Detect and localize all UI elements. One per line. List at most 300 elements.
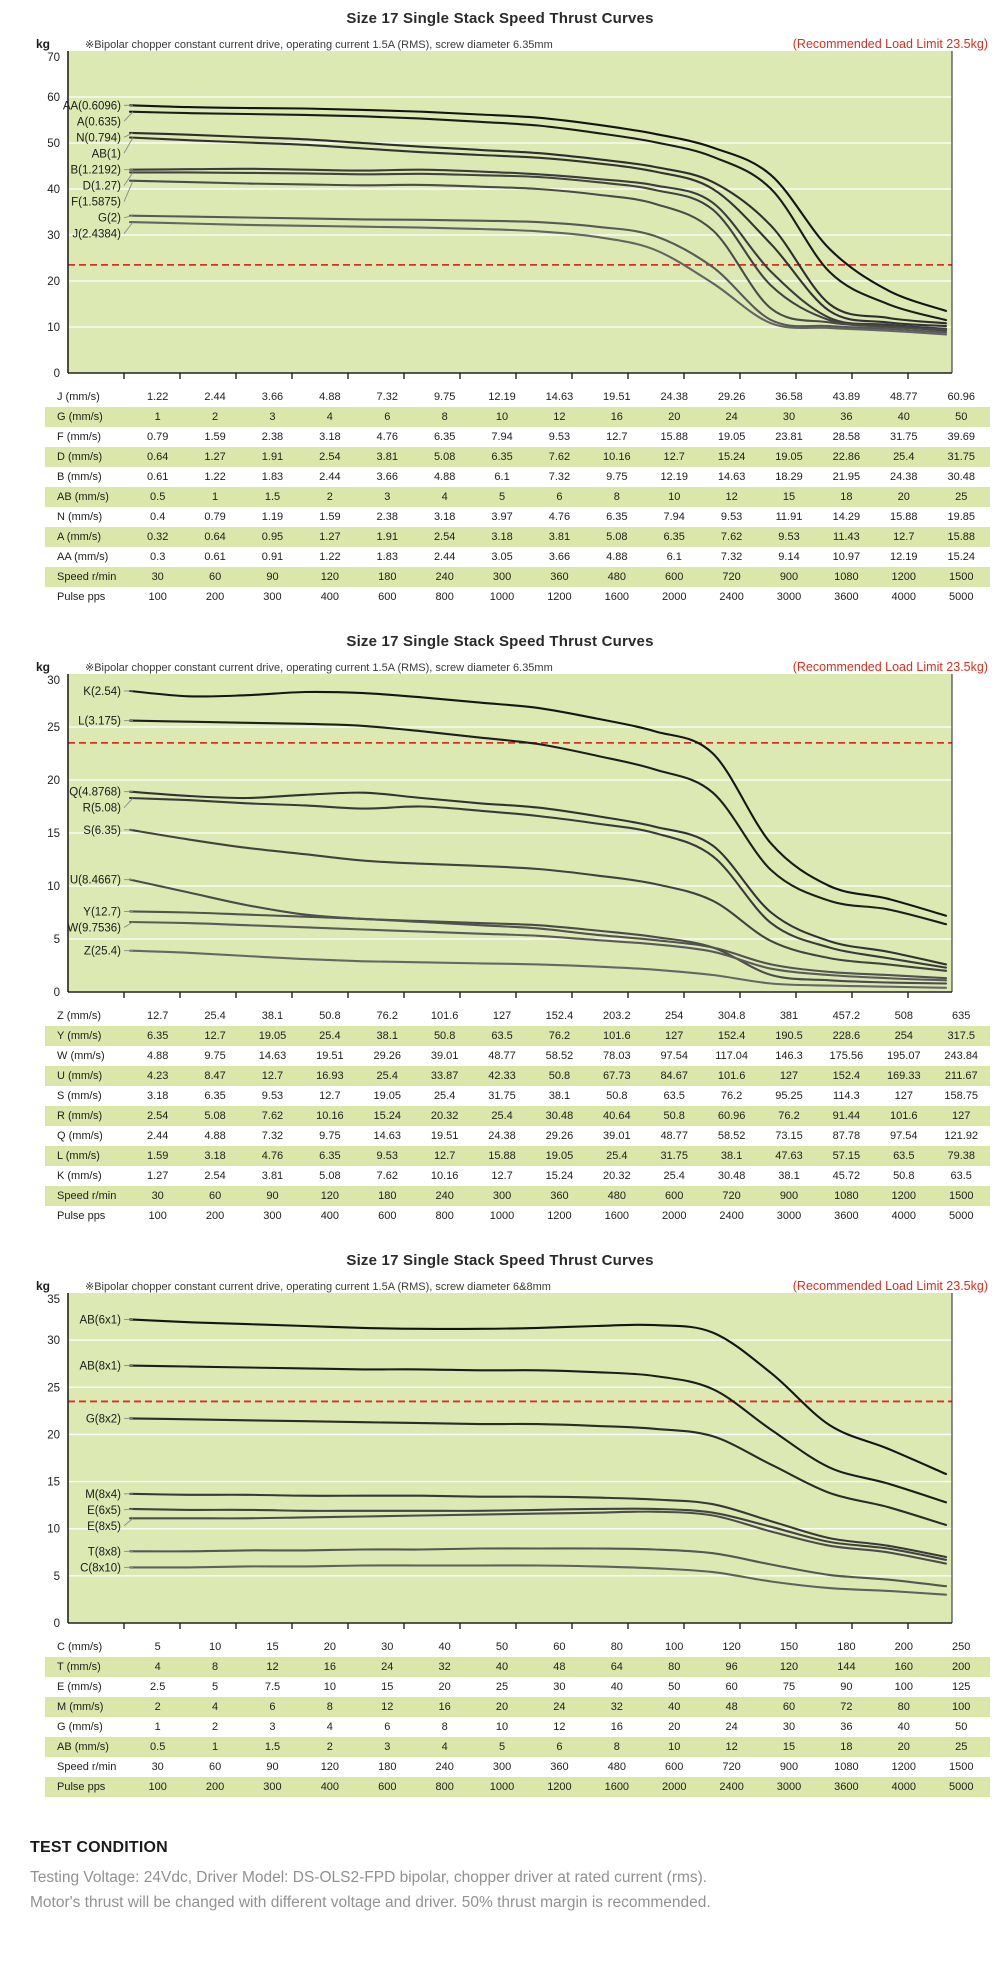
cell-value: 100 (952, 1701, 971, 1713)
cell-value: 2.54 (146, 1110, 169, 1122)
cell-value: 12 (725, 491, 738, 503)
cell-value: 900 (779, 1190, 799, 1202)
curve-label: AB(6x1) (79, 1314, 121, 1327)
cell-value: 1600 (604, 1781, 630, 1793)
cell-value: 300 (263, 1210, 282, 1222)
cell-value: 33.87 (430, 1070, 459, 1082)
cell-value: 1080 (834, 571, 859, 583)
cell-value: 23.81 (775, 431, 803, 443)
cell-value: 20 (668, 1721, 681, 1733)
row-label: G (mm/s) (57, 1721, 103, 1733)
cell-value: 101.6 (603, 1030, 631, 1042)
cell-value: 39.69 (947, 431, 975, 443)
row-label: Pulse pps (57, 591, 106, 603)
row-label: L (mm/s) (57, 1150, 100, 1162)
cell-value: 7.62 (720, 531, 743, 543)
cell-value: 2000 (661, 591, 687, 603)
cell-value: 84.67 (660, 1070, 688, 1082)
cell-value: 40 (438, 1641, 451, 1653)
cell-value: 4000 (891, 591, 917, 603)
cell-value: 43.89 (832, 391, 861, 403)
cell-value: 63.5 (663, 1090, 685, 1102)
cell-value: 24 (725, 1721, 738, 1733)
cell-value: 1500 (948, 1190, 974, 1202)
cell-value: 6 (556, 491, 563, 503)
curve-label: AA(0.6096) (62, 100, 121, 113)
cell-value: 101.6 (890, 1110, 918, 1122)
cell-value: 25.4 (376, 1070, 398, 1082)
row-label: K (mm/s) (57, 1170, 102, 1182)
cell-value: 7.32 (720, 551, 743, 563)
cell-value: 30.48 (545, 1110, 574, 1122)
cell-value: 243.84 (944, 1050, 979, 1062)
cell-value: 127 (665, 1030, 684, 1042)
y-tick-label: 0 (53, 368, 60, 380)
cell-value: 127 (894, 1090, 913, 1102)
cell-value: 87.78 (832, 1130, 861, 1142)
cell-value: 15.88 (890, 511, 918, 523)
cell-value: 180 (378, 1190, 397, 1202)
cell-value: 4000 (891, 1781, 917, 1793)
cell-value: 12 (553, 411, 566, 423)
cell-value: 25.4 (663, 1170, 685, 1182)
cell-value: 0.5 (150, 491, 166, 503)
cell-value: 360 (550, 1761, 569, 1773)
cell-value: 1200 (547, 591, 572, 603)
cell-value: 2.44 (146, 1130, 169, 1142)
cell-value: 3.81 (548, 531, 571, 543)
cell-value: 120 (779, 1661, 799, 1673)
cell-value: 0.3 (150, 551, 166, 563)
y-tick-label: 50 (47, 138, 60, 150)
y-tick-label: 35 (47, 1294, 60, 1306)
chart-subtitle-row (0, 27, 1000, 51)
cell-value: 101.6 (717, 1070, 746, 1082)
cell-value: 508 (894, 1010, 913, 1022)
curve-label: K(2.54) (83, 685, 121, 698)
chart-canvas-1 (0, 51, 1000, 385)
table-row (45, 1106, 990, 1126)
y-tick-label: 60 (47, 92, 60, 104)
speed-thrust-section-2 (0, 633, 1000, 1226)
cell-value: 6.1 (494, 471, 510, 483)
curve-label: L(3.175) (78, 715, 121, 728)
cell-value: 80 (668, 1661, 681, 1673)
cell-value: 75 (782, 1681, 796, 1693)
cell-value: 3600 (834, 1781, 859, 1793)
cell-value: 60 (725, 1681, 738, 1693)
cell-value: 25 (955, 491, 968, 503)
cell-value: 4.88 (146, 1050, 169, 1062)
cell-value: 360 (550, 1190, 569, 1202)
cell-value: 6 (384, 411, 391, 423)
cell-value: 1.22 (204, 471, 226, 483)
cell-value: 16 (323, 1661, 336, 1673)
speed-thrust-section-1 (0, 10, 1000, 607)
cell-value: 190.5 (775, 1030, 803, 1042)
table-row (45, 1677, 990, 1697)
cell-value: 6.35 (319, 1150, 341, 1162)
cell-value: 7.32 (261, 1130, 284, 1142)
cell-value: 480 (607, 1761, 626, 1773)
cell-value: 36 (840, 411, 853, 423)
cell-value: 40 (897, 411, 910, 423)
cell-value: 19.05 (258, 1030, 287, 1042)
cell-value: 20.32 (430, 1110, 459, 1122)
cell-value: 48.77 (890, 391, 918, 403)
cell-value: 2 (154, 1701, 161, 1713)
cell-value: 16.93 (316, 1070, 344, 1082)
cell-value: 20 (438, 1681, 451, 1693)
row-label: R (mm/s) (57, 1110, 103, 1122)
cell-value: 50 (668, 1681, 681, 1693)
table-row (45, 587, 990, 607)
cell-value: 25.4 (491, 1110, 513, 1122)
cell-value: 175.56 (829, 1050, 864, 1062)
curve-label: B(1.2192) (70, 164, 121, 177)
y-tick-label: 10 (47, 881, 60, 893)
cell-value: 250 (952, 1641, 971, 1653)
cell-value: 50.8 (548, 1070, 571, 1082)
cell-value: 19.05 (545, 1150, 574, 1162)
cell-value: 14.29 (832, 511, 861, 523)
cell-value: 15.88 (488, 1150, 516, 1162)
curve-label: C(8x10) (80, 1562, 121, 1575)
cell-value: 381 (779, 1010, 799, 1022)
cell-value: 30 (782, 1721, 796, 1733)
test-condition-line-2: Motor's thrust will be changed with different voltage and driver. 50% thrust margin is recommended. (30, 1893, 711, 1911)
cell-value: 30 (381, 1641, 394, 1653)
cell-value: 3.66 (548, 551, 571, 563)
cell-value: 0.61 (204, 551, 226, 563)
cell-value: 100 (148, 591, 167, 603)
cell-value: 15 (266, 1641, 279, 1653)
cell-value: 14.63 (258, 1050, 287, 1062)
cell-value: 40 (668, 1701, 681, 1713)
y-tick-label: 30 (47, 675, 60, 687)
cell-value: 480 (607, 1190, 626, 1202)
cell-value: 6.35 (146, 1030, 169, 1042)
cell-value: 158.75 (944, 1090, 979, 1102)
row-label: Pulse pps (57, 1210, 106, 1222)
cell-value: 240 (435, 1190, 454, 1202)
cell-value: 1.22 (146, 391, 169, 403)
cell-value: 40.64 (603, 1110, 631, 1122)
table-row (45, 527, 990, 547)
cell-value: 1500 (948, 571, 974, 583)
cell-value: 900 (779, 1761, 799, 1773)
cell-value: 20 (897, 491, 910, 503)
curve-label: E(8x5) (87, 1520, 121, 1533)
speed-thrust-plot-3 (0, 1293, 1000, 1635)
cell-value: 150 (779, 1641, 799, 1653)
cell-value: 21.95 (832, 471, 861, 483)
cell-value: 2400 (719, 1781, 744, 1793)
curve-label: J(2.4384) (72, 228, 121, 241)
cell-value: 4.88 (606, 551, 628, 563)
cell-value: 2 (212, 411, 219, 423)
cell-value: 2 (212, 1721, 219, 1733)
row-label: Z (mm/s) (57, 1010, 101, 1022)
y-tick-label: 70 (47, 52, 60, 64)
cell-value: 1500 (948, 1761, 974, 1773)
cell-value: 60 (208, 571, 222, 583)
cell-value: 5000 (948, 1781, 974, 1793)
cell-value: 48.77 (488, 1050, 516, 1062)
cell-value: 400 (320, 591, 340, 603)
cell-value: 39.01 (430, 1050, 459, 1062)
cell-value: 15.24 (717, 451, 746, 463)
cell-value: 7.62 (376, 1170, 398, 1182)
cell-value: 90 (266, 571, 279, 583)
cell-value: 0.95 (261, 531, 284, 543)
cell-value: 1600 (604, 591, 630, 603)
plot-area (68, 51, 952, 373)
cell-value: 58.52 (717, 1130, 746, 1142)
cell-value: 800 (435, 1210, 454, 1222)
cell-value: 1000 (489, 1210, 515, 1222)
cell-value: 31.75 (488, 1090, 516, 1102)
table-row (45, 1186, 990, 1206)
load-limit-label: (Recommended Load Limit 23.5kg) (792, 660, 988, 674)
cell-value: 2.54 (433, 531, 456, 543)
cell-value: 50.8 (606, 1090, 628, 1102)
cell-value: 38.1 (720, 1150, 743, 1162)
y-tick-label: 20 (47, 775, 60, 787)
cell-value: 3.18 (319, 431, 341, 443)
cell-value: 127 (492, 1010, 512, 1022)
cell-value: 480 (607, 571, 626, 583)
cell-value: 400 (320, 1210, 340, 1222)
speed-thrust-plot-2 (0, 674, 1000, 1004)
cell-value: 9.53 (548, 431, 571, 443)
cell-value: 11.91 (775, 511, 803, 523)
cell-value: 5.08 (319, 1170, 341, 1182)
cell-value: 31.75 (890, 431, 918, 443)
chart-title: Size 17 Single Stack Speed Thrust Curves (346, 10, 654, 27)
cell-value: 5000 (948, 591, 974, 603)
cell-value: 7.32 (548, 471, 571, 483)
cell-value: 3.81 (376, 451, 398, 463)
cell-value: 20 (668, 411, 681, 423)
cell-value: 30 (151, 1761, 164, 1773)
cell-value: 720 (722, 1190, 741, 1202)
cell-value: 457.2 (832, 1010, 861, 1022)
cell-value: 1.5 (264, 491, 281, 503)
cell-value: 3 (384, 1741, 391, 1753)
thrust-data-table-3 (45, 1637, 990, 1797)
cell-value: 24 (381, 1661, 394, 1673)
cell-value: 18 (840, 1741, 853, 1753)
cell-value: 200 (205, 591, 225, 603)
chart-subtitle: ※Bipolar chopper constant current drive, operating current 1.5A (RMS), screw diameter 6.35mm (85, 39, 553, 51)
cell-value: 9.53 (720, 511, 743, 523)
cell-value: 76.2 (778, 1110, 800, 1122)
cell-value: 12 (266, 1661, 279, 1673)
cell-value: 8 (613, 491, 620, 503)
cell-value: 6 (384, 1721, 391, 1733)
cell-value: 5 (498, 1741, 506, 1753)
cell-value: 48 (725, 1701, 738, 1713)
cell-value: 100 (148, 1781, 167, 1793)
cell-value: 12 (553, 1721, 566, 1733)
cell-value: 3.18 (146, 1090, 169, 1102)
cell-value: 12.7 (606, 431, 628, 443)
cell-value: 9.14 (778, 551, 800, 563)
cell-value: 120 (722, 1641, 741, 1653)
cell-value: 50.8 (433, 1030, 456, 1042)
cell-value: 152.4 (832, 1070, 861, 1082)
cell-value: 25.4 (606, 1150, 628, 1162)
row-label: Q (mm/s) (57, 1130, 103, 1142)
cell-value: 1.59 (319, 511, 341, 523)
cell-value: 60.96 (947, 391, 975, 403)
cell-value: 3.18 (491, 531, 513, 543)
cell-value: 15 (782, 1741, 796, 1753)
chart-subtitle-row (0, 1269, 1000, 1293)
cell-value: 25 (495, 1681, 509, 1693)
cell-value: 60 (208, 1761, 222, 1773)
cell-value: 600 (665, 1190, 684, 1202)
y-tick-label: 10 (47, 322, 60, 334)
thrust-data-table-1 (45, 387, 990, 607)
cell-value: 10.16 (316, 1110, 344, 1122)
cell-value: 195.07 (886, 1050, 921, 1062)
cell-value: 6.35 (433, 431, 456, 443)
table-row (45, 1026, 990, 1046)
cell-value: 127 (779, 1070, 799, 1082)
cell-value: 15.88 (947, 531, 975, 543)
cell-value: 28.58 (832, 431, 861, 443)
cell-value: 2 (326, 1741, 333, 1753)
cell-value: 180 (378, 1761, 397, 1773)
cell-value: 4.76 (548, 511, 571, 523)
row-label: Speed r/min (57, 571, 117, 583)
curve-label: F(1.5875) (71, 196, 121, 209)
cell-value: 1.59 (204, 431, 226, 443)
cell-value: 0.5 (150, 1741, 166, 1753)
table-row (45, 1086, 990, 1106)
row-label: S (mm/s) (57, 1090, 102, 1102)
cell-value: 25.4 (204, 1010, 226, 1022)
y-tick-label: 5 (53, 1570, 60, 1583)
cell-value: 1.59 (146, 1150, 169, 1162)
cell-value: 5 (154, 1641, 161, 1653)
table-row (45, 1757, 990, 1777)
cell-value: 7.62 (548, 451, 571, 463)
cell-value: 3000 (776, 1210, 802, 1222)
table-row (45, 447, 990, 467)
cell-value: 24 (725, 411, 738, 423)
cell-value: 1.5 (264, 1741, 281, 1753)
cell-value: 15 (381, 1681, 394, 1693)
cell-value: 30.48 (717, 1170, 746, 1182)
cell-value: 10 (495, 411, 509, 423)
cell-value: 10.97 (832, 551, 861, 563)
cell-value: 1.27 (204, 451, 226, 463)
cell-value: 36.58 (775, 391, 803, 403)
cell-value: 8 (212, 1661, 219, 1673)
cell-value: 24 (553, 1701, 566, 1713)
curve-label: R(5.08) (82, 802, 121, 815)
cell-value: 3.66 (261, 391, 284, 403)
y-tick-label: 0 (53, 1618, 60, 1630)
chart-subtitle: ※Bipolar chopper constant current drive, operating current 1.5A (RMS), screw diameter 6.35mm (85, 662, 553, 674)
test-condition-block (30, 1839, 1000, 1916)
table-row (45, 1166, 990, 1186)
curve-label: S(6.35) (83, 824, 121, 837)
cell-value: 3 (269, 1721, 276, 1733)
cell-value: 9.53 (778, 531, 800, 543)
cell-value: 300 (263, 591, 282, 603)
cell-value: 600 (378, 1210, 397, 1222)
row-label: Speed r/min (57, 1190, 117, 1202)
cell-value: 25.4 (319, 1030, 341, 1042)
cell-value: 64 (610, 1661, 623, 1673)
cell-value: 39.01 (603, 1130, 631, 1142)
cell-value: 6 (556, 1741, 563, 1753)
cell-value: 180 (837, 1641, 856, 1653)
cell-value: 24.38 (660, 391, 688, 403)
cell-value: 19.51 (603, 391, 631, 403)
table-row (45, 407, 990, 427)
cell-value: 7.32 (376, 391, 398, 403)
cell-value: 2000 (661, 1781, 687, 1793)
cell-value: 90 (840, 1681, 853, 1693)
cell-value: 2.54 (319, 451, 341, 463)
table-row (45, 1206, 990, 1226)
cell-value: 2.38 (376, 511, 398, 523)
cell-value: 50 (955, 1721, 968, 1733)
cell-value: 3000 (776, 1781, 802, 1793)
cell-value: 180 (378, 571, 397, 583)
cell-value: 10 (208, 1641, 222, 1653)
curve-label: G(2) (98, 212, 121, 225)
y-tick-label: 30 (47, 230, 60, 242)
cell-value: 60 (208, 1190, 222, 1202)
chart-title: Size 17 Single Stack Speed Thrust Curves (346, 1252, 654, 1269)
cell-value: 4000 (891, 1210, 917, 1222)
cell-value: 38.1 (261, 1010, 284, 1022)
cell-value: 60 (553, 1641, 566, 1653)
cell-value: 12.7 (319, 1090, 341, 1102)
cell-value: 90 (266, 1761, 279, 1773)
row-label: D (mm/s) (57, 451, 103, 463)
cell-value: 304.8 (717, 1010, 746, 1022)
cell-value: 2.5 (150, 1681, 166, 1693)
cell-value: 800 (435, 1781, 454, 1793)
cell-value: 4.23 (146, 1070, 169, 1082)
cell-value: 40 (495, 1661, 509, 1673)
cell-value: 152.4 (545, 1010, 574, 1022)
cell-value: 3 (269, 411, 276, 423)
row-label: U (mm/s) (57, 1070, 103, 1082)
cell-value: 30 (553, 1681, 566, 1693)
table-row (45, 1066, 990, 1086)
cell-value: 1000 (489, 1781, 515, 1793)
cell-value: 4.76 (261, 1150, 284, 1162)
table-row (45, 387, 990, 407)
cell-value: 96 (725, 1661, 738, 1673)
cell-value: 20 (323, 1641, 336, 1653)
cell-value: 4.88 (433, 471, 456, 483)
row-label: W (mm/s) (57, 1050, 105, 1062)
cell-value: 12 (725, 1741, 738, 1753)
table-row (45, 567, 990, 587)
y-tick-label: 20 (47, 1429, 60, 1442)
cell-value: 8 (441, 411, 448, 423)
cell-value: 12 (381, 1701, 394, 1713)
